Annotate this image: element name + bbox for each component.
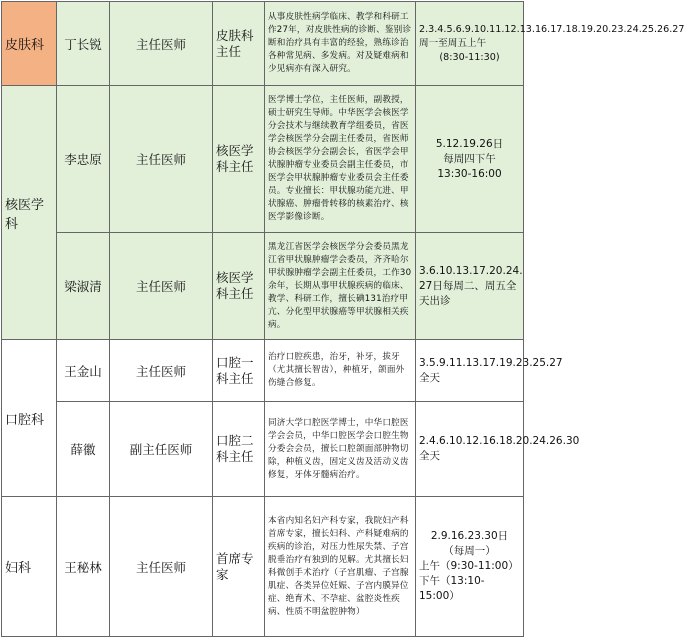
dept-cell: 妇科 [2, 497, 57, 637]
doctor-name: 梁淑清 [57, 233, 110, 340]
doctor-title: 主任医师 [110, 2, 213, 86]
table-row [2, 2, 524, 86]
schedule-line: 5.12.19.26日 [435, 137, 504, 150]
table-row [2, 497, 524, 637]
doctor-description: 本省内知名妇产科专家，我院妇产科首席专家，擅长妇科、产科疑难病的疾病的诊治，对压力性尿失禁、子宫脱垂治疗有独到的见解。尤其擅长妇科微创手术治疗（子宫肌瘤、子宫腺肌症、各类异位妊娠、子宫内膜异位症、绝育术、不孕症、盆腔炎性疾病、性质不明盆腔肿物） [265, 497, 416, 637]
doctor-role: 皮肤科主任 [213, 2, 265, 86]
schedule-line: 13:30-16:00 [437, 167, 502, 180]
table-row [2, 340, 524, 402]
dept-cell: 皮肤科 [2, 2, 57, 86]
doctor-title: 主任医师 [110, 86, 213, 233]
table-row [2, 402, 524, 497]
doctor-title: 主任医师 [110, 340, 213, 402]
schedule-cell [416, 497, 524, 637]
doctor-schedule-table [1, 1, 684, 637]
doctor-description: 同济大学口腔医学博士，中华口腔医学会会员，中华口腔医学会口腔生物分委会会员，擅长口腔颌面部肿物切除，种植义齿，固定义齿及活动义齿修复，牙体牙髓病治疗。 [265, 402, 416, 497]
schedule-line: 2.9.16.23.30日 [430, 530, 509, 542]
doctor-description: 医学博士学位，主任医师，副教授，硕士研究生导师。中华医学会核医学分会技术与继续教育学组委员，省医学会核医学分会副主任委员，省医师协会核医学分会副会长，省医学会甲状腺肿瘤专业委员会副主任委员，市医学会甲状腺肿瘤专业委员会主任委员。专业擅长：甲状腺功能亢进、甲状腺癌、肿瘤骨转移的核素治疗、核医学影像诊断。 [265, 86, 416, 233]
doctor-name: 李忠原 [57, 86, 110, 233]
schedule-line: 每周四下午 [443, 152, 496, 165]
schedule-line: 上午（9:30-11:00） [419, 560, 519, 572]
doctor-description: 黑龙江省医学会核医学分会委员黑龙江省甲状腺肿瘤学会委员，齐齐哈尔甲状腺肿瘤学会副主任委员，工作30余年，长期从事甲状腺疾病的临床、教学、科研工作，擅长碘131治疗甲亢、分化型甲状腺癌等甲状腺相关疾病。 [265, 233, 416, 340]
schedule-cell [416, 233, 524, 340]
doctor-name: 王金山 [57, 340, 110, 402]
schedule-line: 27日每周二、周五全天出诊 [419, 279, 517, 307]
doctor-name: 丁长锐 [57, 2, 110, 86]
schedule-line: 2.3.4.5.6.9.10.11.12.13.16.17.18.19.20.23.24.25.26.27周一至周五上午 [419, 23, 684, 49]
doctor-title: 主任医师 [110, 233, 213, 340]
schedule-line: 3.6.10.13.17.20.24. [419, 264, 523, 277]
schedule-line: 下午（13:10-15:00） [419, 575, 485, 602]
doctor-role: 首席专家 [213, 497, 265, 637]
schedule-line: （每周一） [443, 545, 496, 557]
doctor-description: 从事皮肤性病学临床、教学和科研工作27年，对皮肤性病的诊断、鉴别诊断和治疗具有丰富的经验，熟练诊治各种常见病、多发病。对及疑难病和少见病亦有深入研究。 [265, 2, 416, 86]
doctor-description: 治疗口腔疾患，治牙，补牙，拔牙（尤其擅长智齿），种植牙，颌面外伤缝合修复。 [265, 340, 416, 402]
doctor-role: 核医学科主任 [213, 86, 265, 233]
doctor-title: 主任医师 [110, 497, 213, 637]
schedule-cell: 2.4.6.10.12.16.18.20.24.26.30全天 [416, 402, 524, 497]
doctor-role: 口腔一科主任 [213, 340, 265, 402]
doctor-role: 口腔二科主任 [213, 402, 265, 497]
schedule-cell [416, 86, 524, 233]
doctor-role: 核医学科主任 [213, 233, 265, 340]
table-row [2, 233, 524, 340]
table-row [2, 86, 524, 233]
doctor-name: 薛徽 [57, 402, 110, 497]
schedule-line: (8:30-11:30) [439, 51, 500, 63]
schedule-cell: 3.5.9.11.13.17.19.23.25.27全天 [416, 340, 524, 402]
doctor-name: 王秘林 [57, 497, 110, 637]
doctor-title: 副主任医师 [110, 402, 213, 497]
dept-cell: 核医学科 [2, 86, 57, 340]
dept-cell: 口腔科 [2, 340, 57, 497]
schedule-cell [416, 2, 684, 86]
